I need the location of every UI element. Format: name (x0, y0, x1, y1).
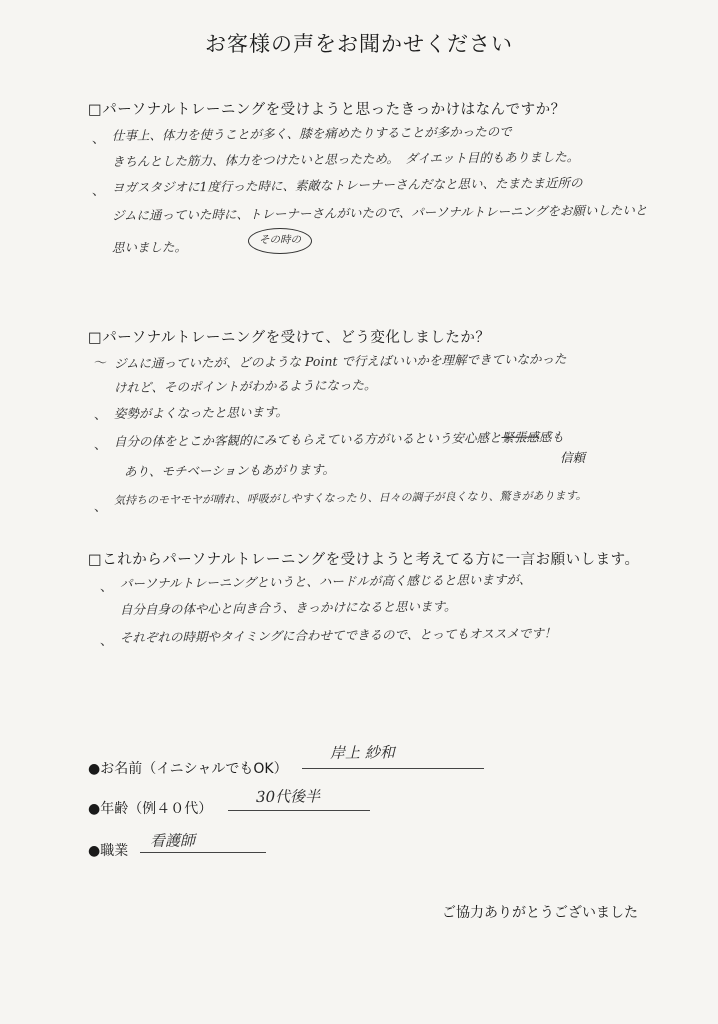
q2-answer-line-2: けれど、そのポイントがわかるようになった。 (113, 377, 377, 395)
page-title: お客様の声をお聞かせください (205, 32, 513, 56)
question-1: □パーソナルトレーニングを受けようと思ったきっかけはなんですか？ (88, 102, 566, 118)
question-3: □これからパーソナルトレーニングを受けようと考えてる方に一言お願いします。 (88, 552, 640, 568)
age-value: 30代後半 (255, 787, 321, 806)
bullet: 、 (94, 438, 108, 453)
job-label-text: 職業 (100, 843, 129, 859)
circled-note: その時の (248, 228, 312, 254)
age-underline (228, 810, 370, 811)
bullet: 、 (100, 580, 114, 595)
thanks-footer: ご協力ありがとうございました (442, 905, 638, 921)
q1-answer-line-2: きちんとした筋力、体力をつけたいと思ったため。 ダイエット目的もありました。 (111, 149, 580, 169)
q3-answer-line-3: それぞれの時期やタイミングに合わせてできるので、とってもオススメです！ (119, 625, 557, 645)
bullet: 、 (92, 184, 106, 199)
age-label-text: 年齢（例４０代） (100, 801, 213, 817)
q1-answer-line-5: 思いました。 (111, 239, 188, 255)
q1-answer-line-1: 仕事上、体力を使うことが多く、膝を痛めたりすることが多かったので (111, 123, 512, 143)
name-label: ●お名前（イニシャルでもOK） (88, 761, 288, 777)
bullet: 、 (92, 132, 106, 147)
q2-answer-line-6: 気持ちのモヤモヤが晴れ、呼吸がしやすくなったり、日々の調子が良くなり、驚きがあります。 (113, 489, 587, 507)
bullet: 、 (94, 500, 108, 515)
q3-answer-line-2: 自分自身の体や心と向き合う、きっかけになると思います。 (119, 598, 457, 617)
question-2: □パーソナルトレーニングを受けて、どう変化しましたか？ (88, 330, 491, 346)
bullet: 、 (94, 408, 108, 423)
inserted-word: 信頼 (560, 450, 586, 465)
q2-answer-line-5: あり、モチベーションもあがります。 (123, 461, 336, 479)
job-value: 看護師 (149, 831, 196, 850)
name-underline (302, 768, 484, 769)
job-underline (140, 852, 266, 853)
q2-answer-line-4-text: 自分の体をとこか客観的にみてもらえている方がいるという安心感と (113, 429, 502, 449)
q2-answer-line-1: ジムに通っていたが、どのような Point で行えばいいかを理解できていなかった (113, 351, 567, 371)
name-label-text: お名前（イニシャルでもOK） (100, 761, 288, 777)
q3-answer-line-1: パーソナルトレーニングというと、ハードルが高く感じると思いますが、 (119, 571, 532, 591)
q1-answer-line-4: ジムに通っていた時に、トレーナーさんがいたので、パーソナルトレーニングをお願いしたいと (111, 202, 648, 223)
after-strike: 感も (538, 429, 565, 445)
age-label: ●年齢（例４０代） (88, 801, 213, 817)
job-label: ●職業 (88, 843, 129, 859)
bullet: 、 (100, 634, 114, 649)
q2-answer-line-3: 姿勢がよくなったと思います。 (113, 404, 289, 421)
q2-answer-line-4 (114, 427, 564, 450)
q1-answer-line-3: ヨガスタジオに1度行った時に、素敵なトレーナーさんだなと思い、たまたま近所の (111, 175, 583, 195)
name-value: 岸上 紗和 (329, 743, 395, 762)
bullet: 〜 (94, 356, 108, 371)
struck-word: 緊張感 (501, 429, 540, 445)
